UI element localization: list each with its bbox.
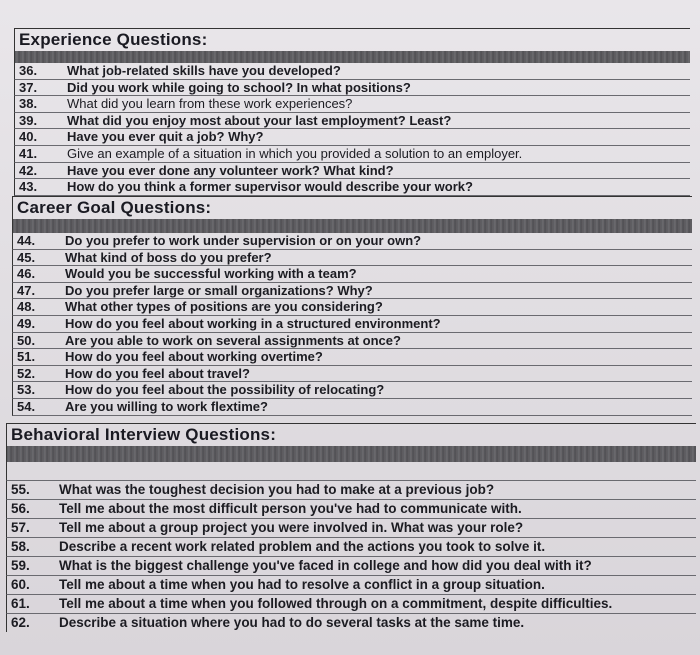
- question-text: What was the toughest decision you had to make at a previous job?: [59, 482, 495, 497]
- question-list: [14, 63, 690, 196]
- question-number: 56.: [11, 501, 30, 516]
- question-row: [12, 266, 692, 283]
- question-text: Tell me about the most difficult person you've had to communicate with.: [59, 501, 522, 516]
- section-spacer: [6, 462, 696, 481]
- question-text: Tell me about a group project you were involved in. What was your role?: [59, 520, 524, 535]
- question-number: 59.: [11, 558, 30, 573]
- question-row: [14, 163, 690, 180]
- question-number: 48.: [17, 299, 36, 315]
- question-number: 53.: [17, 382, 36, 398]
- question-list: [12, 233, 692, 416]
- question-row: [6, 481, 696, 500]
- question-text: Describe a recent work related problem and the actions you took to solve it.: [59, 539, 546, 554]
- question-number: 44.: [17, 233, 36, 248]
- question-row: [6, 576, 696, 595]
- question-number: 55.: [11, 482, 30, 497]
- question-number: 39.: [19, 112, 38, 128]
- question-number: 54.: [17, 398, 36, 414]
- question-text: Give an example of a situation in which you provided a solution to an employer.: [67, 145, 523, 161]
- question-number: 51.: [17, 349, 36, 365]
- question-row: [6, 500, 696, 519]
- question-text: How do you feel about the possibility of relocating?: [65, 382, 385, 398]
- question-number: 42.: [19, 162, 38, 178]
- question-list: [6, 481, 696, 632]
- question-row: [14, 96, 690, 113]
- question-text: How do you feel about working in a structured environment?: [65, 315, 441, 331]
- career-goal-section: [12, 196, 692, 416]
- question-text: Do you prefer large or small organizations? Why?: [65, 282, 373, 298]
- question-text: Have you ever done any volunteer work? What kind?: [67, 162, 394, 178]
- question-number: 60.: [11, 577, 30, 592]
- experience-section: [14, 28, 690, 196]
- question-number: 57.: [11, 520, 30, 535]
- question-text: How do you feel about travel?: [65, 365, 250, 381]
- question-text: Would you be successful working with a team?: [65, 266, 357, 282]
- section-divider: [12, 219, 692, 233]
- behavioral-section: [6, 423, 696, 632]
- question-row: [12, 349, 692, 366]
- section-title: Career Goal Questions:: [12, 196, 692, 219]
- question-row: [12, 316, 692, 333]
- question-row: [14, 129, 690, 146]
- question-number: 36.: [19, 63, 38, 78]
- question-text: How do you think a former supervisor would describe your work?: [67, 179, 473, 195]
- question-number: 41.: [19, 145, 38, 161]
- question-number: 46.: [17, 266, 36, 282]
- question-number: 45.: [17, 249, 36, 265]
- question-text: How do you feel about working overtime?: [65, 349, 323, 365]
- question-text: Describe a situation where you had to do several tasks at the same time.: [59, 615, 525, 630]
- question-row: [12, 366, 692, 383]
- question-row: [12, 399, 692, 416]
- section-title: Experience Questions:: [14, 28, 690, 51]
- question-text: What kind of boss do you prefer?: [65, 249, 272, 265]
- question-row: [6, 538, 696, 557]
- question-number: 37.: [19, 79, 38, 95]
- question-text: What other types of positions are you considering?: [65, 299, 383, 315]
- question-row: [6, 557, 696, 576]
- question-row: [12, 233, 692, 250]
- section-title: Behavioral Interview Questions:: [6, 423, 696, 446]
- question-number: 62.: [11, 615, 30, 630]
- question-text: What did you enjoy most about your last employment? Least?: [67, 112, 452, 128]
- question-number: 61.: [11, 596, 30, 611]
- question-number: 43.: [19, 179, 38, 195]
- question-text: Do you prefer to work under supervision or on your own?: [65, 233, 422, 248]
- question-row: [12, 333, 692, 350]
- question-text: Are you willing to work flextime?: [65, 398, 268, 414]
- question-text: What is the biggest challenge you've faced in college and how did you deal with it?: [59, 558, 592, 573]
- question-row: [6, 519, 696, 538]
- question-row: [14, 80, 690, 97]
- question-number: 58.: [11, 539, 30, 554]
- question-row: [6, 595, 696, 614]
- question-text: What did you learn from these work experiences?: [67, 96, 353, 112]
- question-row: [14, 146, 690, 163]
- question-number: 52.: [17, 365, 36, 381]
- section-divider: [6, 446, 696, 462]
- question-number: 38.: [19, 96, 38, 112]
- question-row: [6, 614, 696, 632]
- question-text: What job-related skills have you developed?: [67, 63, 341, 78]
- question-number: 40.: [19, 129, 38, 145]
- question-row: [12, 382, 692, 399]
- section-divider: [14, 51, 690, 63]
- question-number: 47.: [17, 282, 36, 298]
- question-row: [14, 63, 690, 80]
- question-text: Did you work while going to school? In what positions?: [67, 79, 411, 95]
- question-row: [12, 299, 692, 316]
- question-text: Tell me about a time when you followed through on a commitment, despite difficulties.: [59, 596, 613, 611]
- question-row: [12, 250, 692, 267]
- question-row: [12, 283, 692, 300]
- question-text: Are you able to work on several assignments at once?: [65, 332, 401, 348]
- question-row: [14, 179, 690, 196]
- question-number: 50.: [17, 332, 36, 348]
- question-text: Have you ever quit a job? Why?: [67, 129, 264, 145]
- question-number: 49.: [17, 315, 36, 331]
- question-text: Tell me about a time when you had to resolve a conflict in a group situation.: [59, 577, 545, 592]
- question-row: [14, 113, 690, 130]
